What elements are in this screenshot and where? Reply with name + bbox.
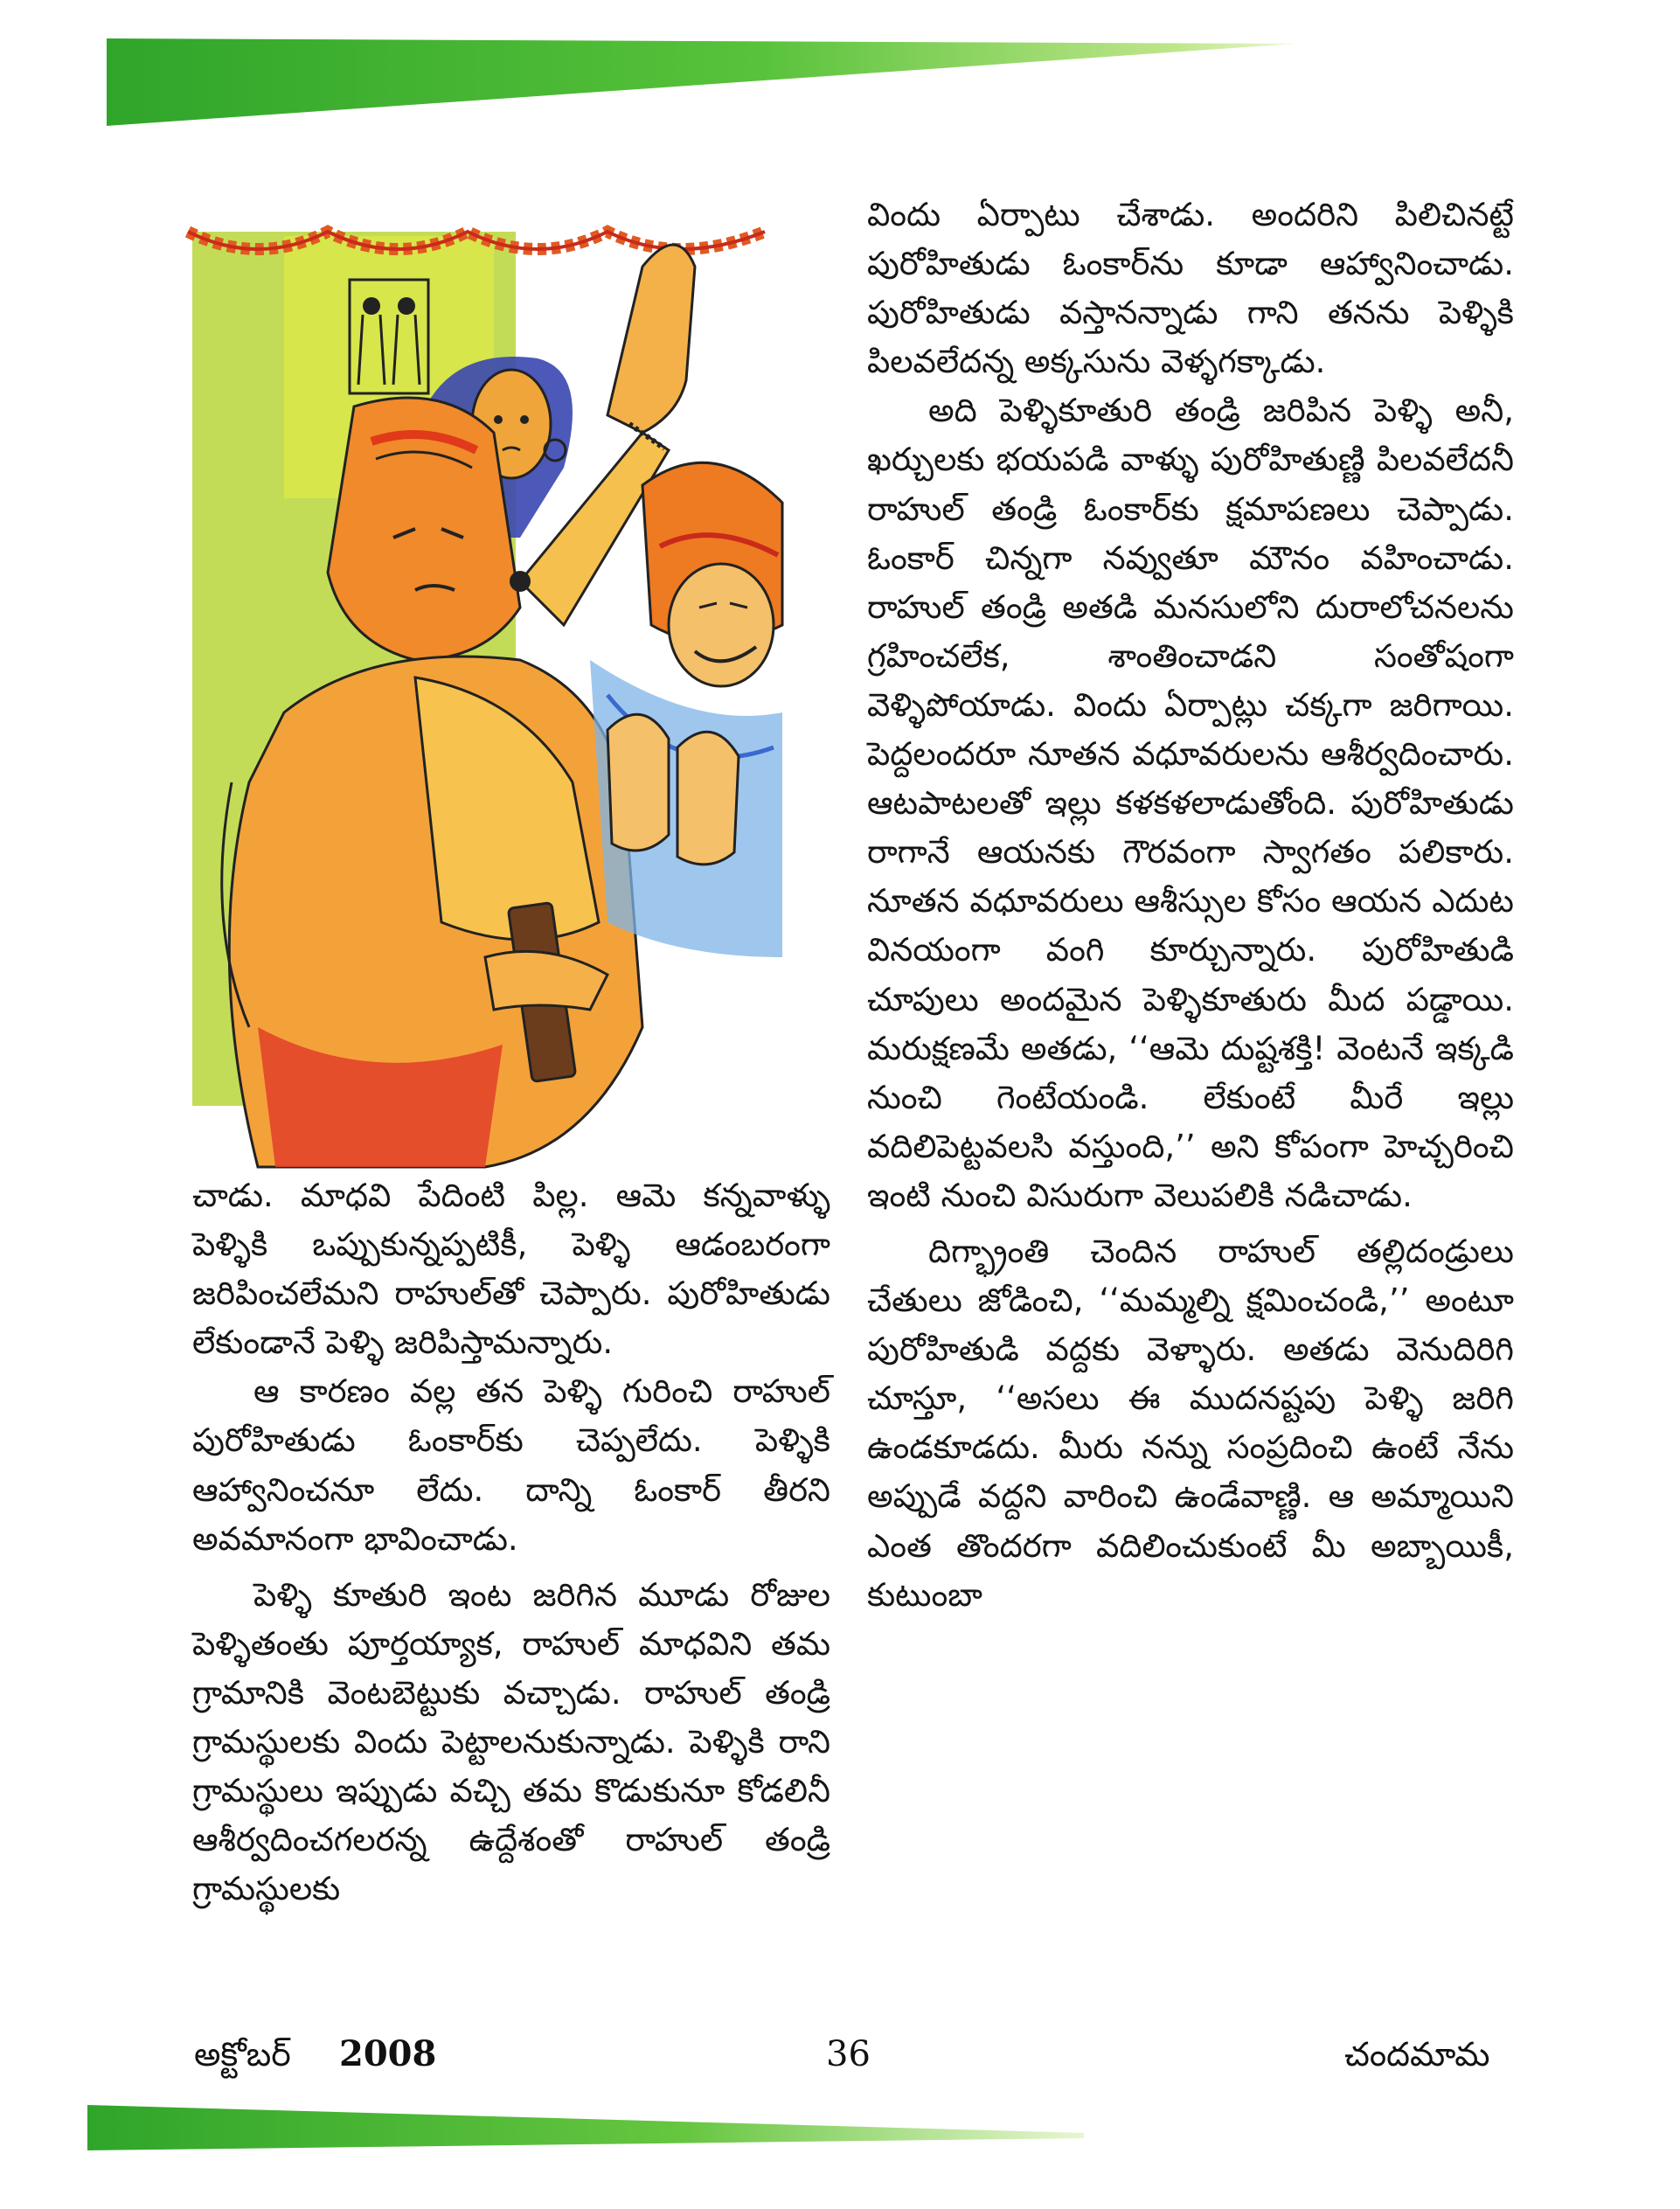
paragraph: దిగ్భ్రాంతి చెందిన రాహుల్ తల్లిదండ్రులు చేతులు జోడించి, ‘‘మమ్మల్ని క్షమించండి,’’ అంటూ పురోహితుడి వద్దకు వెళ్ళారు. అతడు వెనుదిరిగి చూస్తూ, ‘‘అసలు ఈ ముదనష్టపు పెళ్ళి జరిగి ఉండకూడదు. మీరు నన్ను సంప్రదించి ఉంటే నేను అప్పుడే వద్దని వారించి ఉండేవాణ్ణి. ఆ అమ్మాయిని ఎంత తొందరగా వదిలించుకుంటే మీ అబ్బాయికీ, కుటుంబా (867, 1232, 1514, 1614)
paragraph: ఆ కారణం వల్ల తన పెళ్ళి గురించి రాహుల్ పురోహితుడు ఓంకార్‌కు చెప్పలేదు. పెళ్ళికి ఆహ్వానించనూ లేదు. దాన్ని ఓంకార్ తీరని అవమానంగా భావించాడు. (192, 1372, 830, 1558)
magazine-name: చందమామ (1344, 2035, 1490, 2074)
paragraph: పెళ్ళి కూతురి ఇంట జరిగిన మూడు రోజుల పెళ్ళితంతు పూర్తయ్యాక, రాహుల్ మాధవిని తమ గ్రామానికి వెంటబెట్టుకు వచ్చాడు. రాహుల్ తండ్రి గ్రామస్థులకు విందు పెట్టాలనుకున్నాడు. పెళ్ళికి రాని గ్రామస్థులు ఇప్పుడు వచ్చి తమ కొడుకునూ కోడలినీ ఆశీర్వదించగలరన్న ఉద్దేశంతో రాహుల్ తండ్రి గ్రామస్థులకు (192, 1575, 830, 1908)
footer-month: అక్టోబర్ (194, 2035, 291, 2074)
bottom-green-band (87, 2098, 1084, 2150)
footer-year: 2008 (339, 2033, 437, 2074)
paragraph: అది పెళ్ళికూతురి తండ్రి జరిపిన పెళ్ళి అనీ, ఖర్చులకు భయపడి వాళ్ళు పురోహితుణ్ణి పిలవలేదనీ రాహుల్ తండ్రి ఓంకార్‌కు క్షమాపణలు చెప్పాడు. ఓంకార్ చిన్నగా నవ్వుతూ మౌనం వహించాడు. రాహుల్ తండ్రి అతడి మనసులోని దురాలోచనలను గ్రహించలేక, శాంతించాడని సంతోషంగా వెళ్ళిపోయాడు. విందు ఏర్పాట్లు చక్కగా జరిగాయి. పెద్దలందరూ నూతన వధూవరులను ఆశీర్వదించారు. ఆటపాటలతో ఇల్లు కళకళలాడుతోంది. పురోహితుడు రాగానే ఆయనకు గౌరవంగా స్వాగతం పలికారు. నూతన వధూవరులు ఆశీస్సుల కోసం ఆయన ఎదుట వినయంగా వంగి కూర్చున్నారు. పురోహితుడి చూపులు అందమైన పెళ్ళికూతురు మీద పడ్డాయి. మరుక్షణమే అతడు, ‘‘ఆమె దుష్టశక్తి! వెంటనే ఇక్కడి నుంచి గెంటేయండి. లేకుంటే మీరే ఇల్లు వదిలిపెట్టవలసి వస్తుంది,’’ అని కోపంగా హెచ్చరించి ఇంటి నుంచి విసురుగా వెలుపలికి నడిచాడు. (867, 392, 1514, 1214)
paragraph: విందు ఏర్పాటు చేశాడు. అందరిని పిలిచినట్టే పురోహితుడు ఓంకార్‌ను కూడా ఆహ్వానించాడు. పురోహితుడు వస్తానన్నాడు గాని తనను పెళ్ళికి పిలవలేదన్న అక్కసును వెళ్ళగక్కాడు. (867, 196, 1514, 381)
right-text-column (867, 191, 1514, 1620)
top-green-band (107, 38, 1295, 126)
left-text-column (192, 1171, 830, 1914)
page-number: 36 (826, 2034, 871, 2074)
story-illustration (153, 170, 817, 1202)
paragraph: చాడు. మాధవి పేదింటి పిల్ల. ఆమె కన్నవాళ్ళు పెళ్ళికి ఒప్పుకున్నప్పటికీ, పెళ్ళి ఆడంబరంగా జరిపించలేమని రాహుల్‌తో చెప్పారు. పురోహితుడు లేకుండానే పెళ్ళి జరిపిస్తామన్నారు. (192, 1177, 830, 1362)
